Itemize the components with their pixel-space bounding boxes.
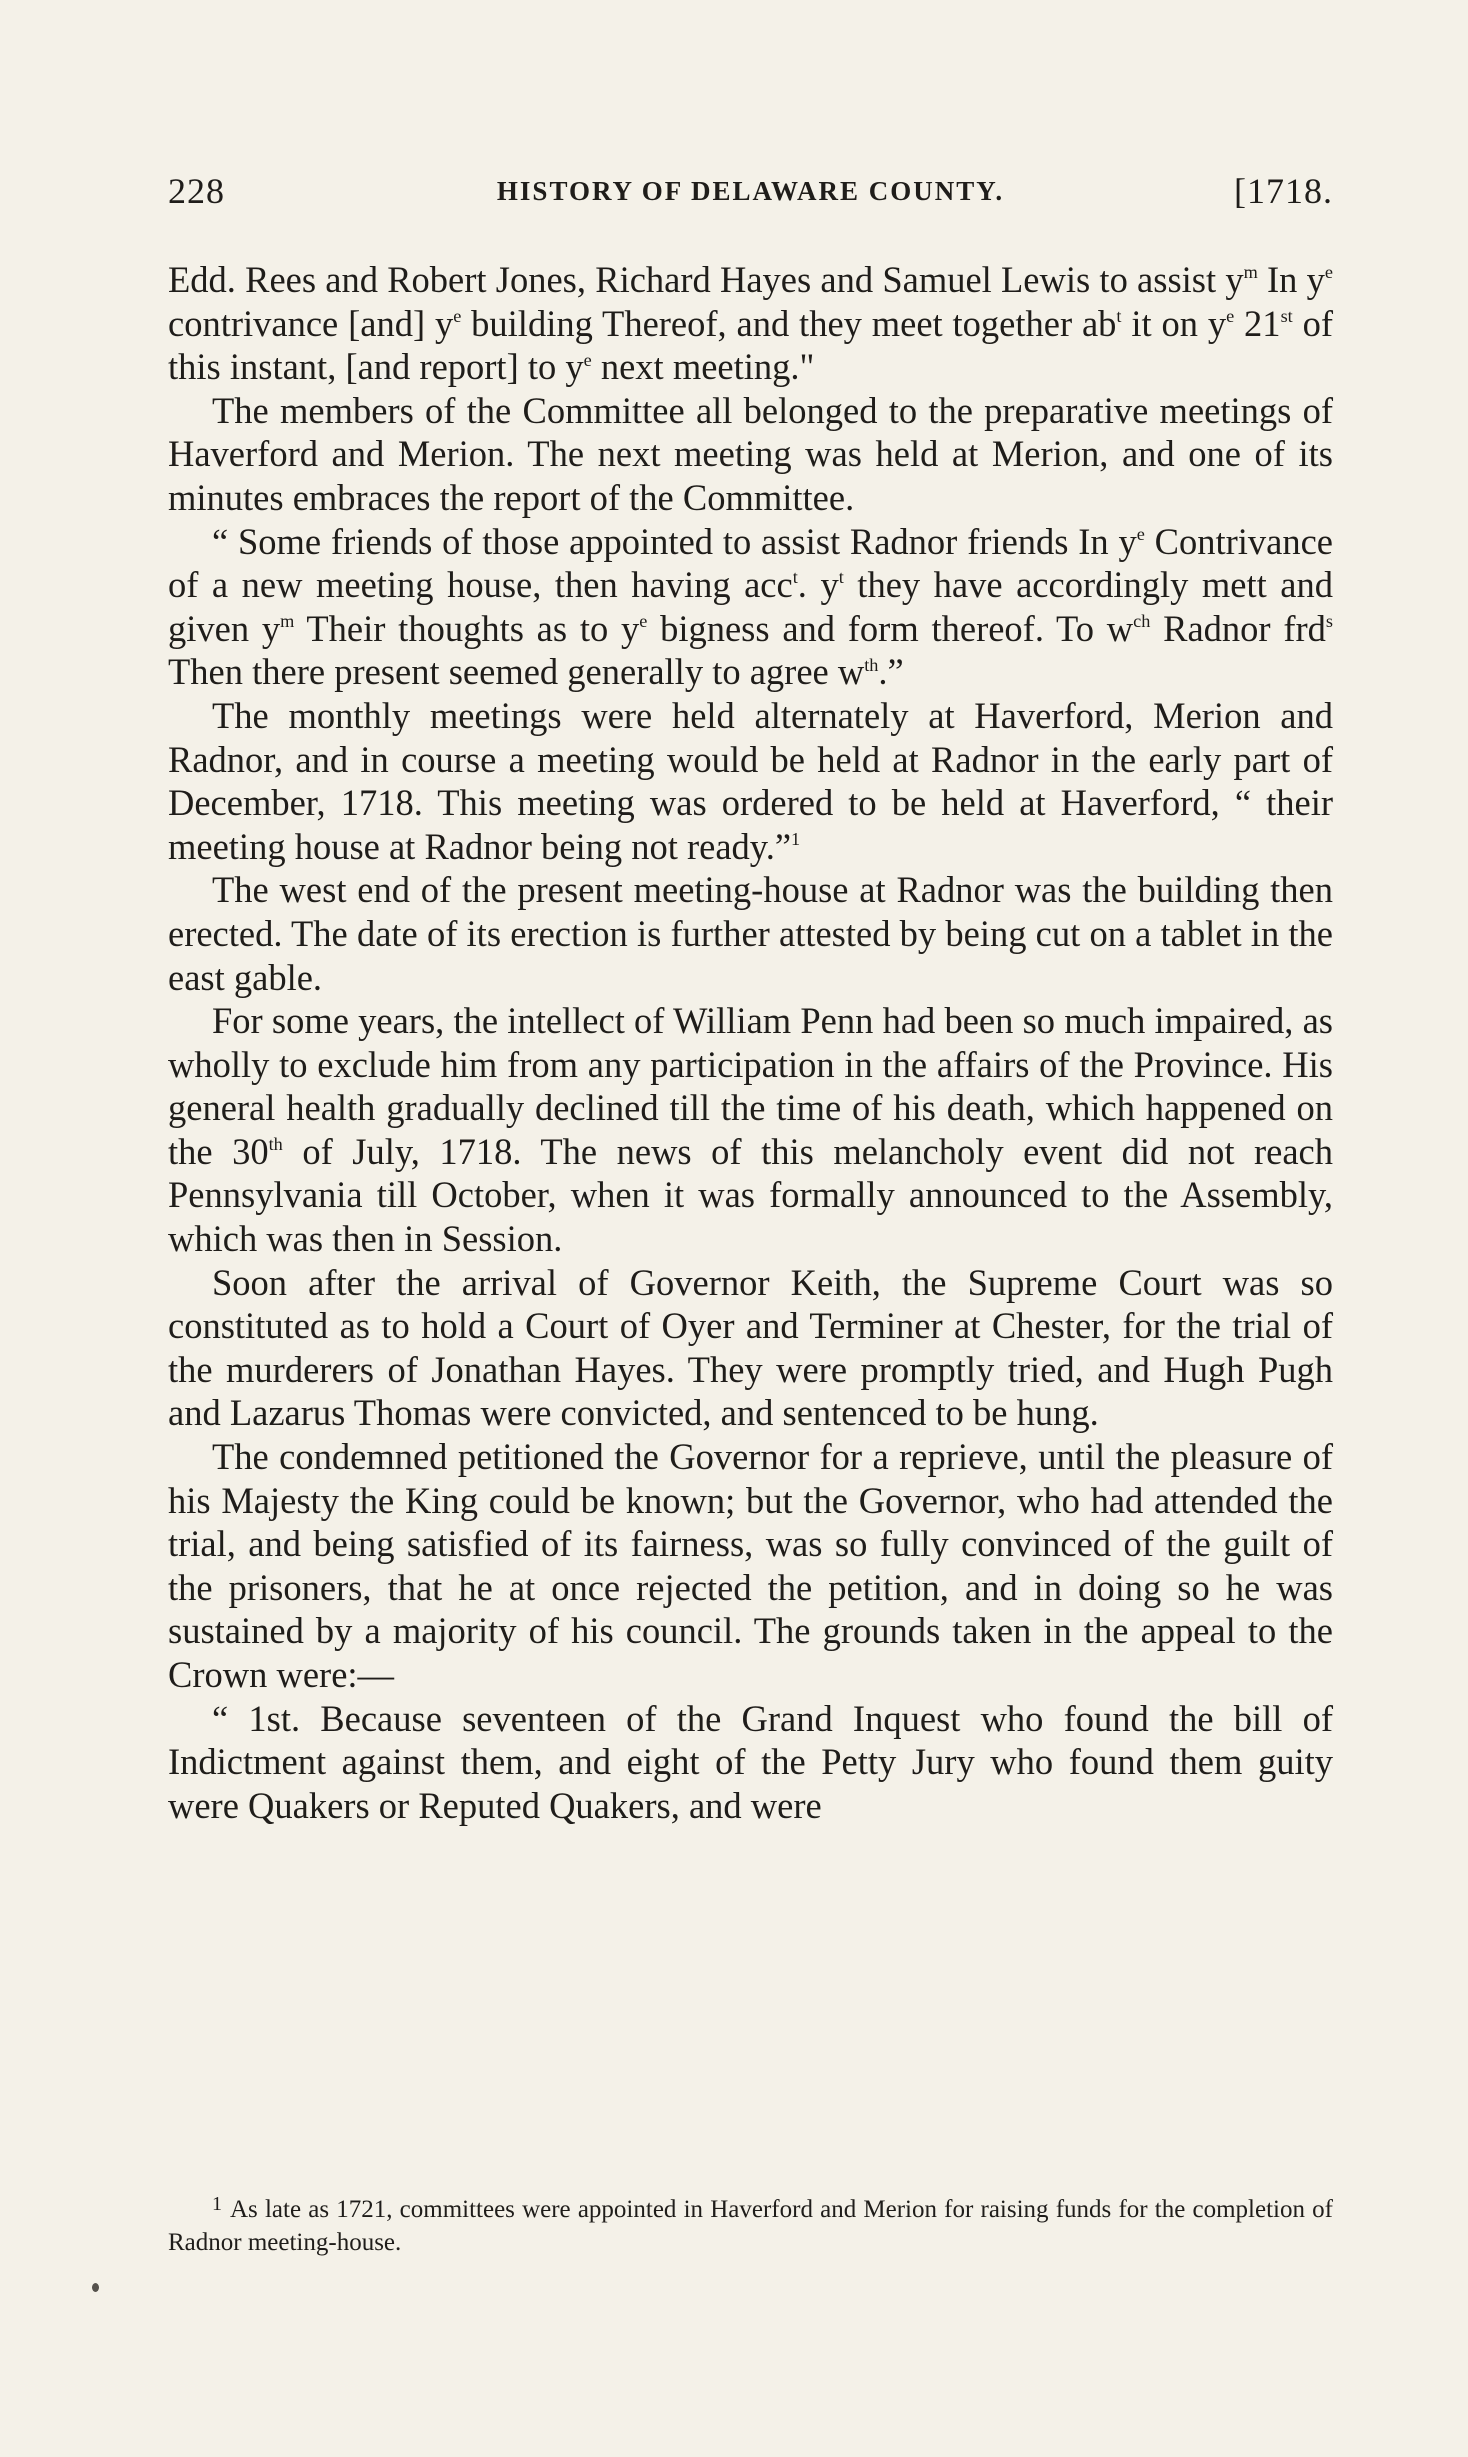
paragraph-1: Edd. Rees and Robert Jones, Richard Hayes and Samuel Lewis to assist $y^m$ In $y^e$ contrivance [and] $y^e$ building Thereof, and they meet together $ab^t$ it on $y^e$ 21st of this instant, [and report] to $y^e$ next meeting." bbox=[168, 259, 1334, 388]
paragraph-8: The condemned petitioned the Governor for a reprieve, until the pleasure of his Majesty the King could be known; but the Governor, who had attended the trial, and being satisfied of its fairness, was so fully convinced of the guilt of the prisoners, that he at once rejected the petition, and in doing so he was sustained by a majority of his council. The grounds taken in the appeal to the Crown were:— bbox=[168, 1436, 1333, 1695]
footnote bbox=[168, 2194, 1333, 2258]
paragraph-2: The members of the Committee all belonged to the preparative meetings of Haverford and Merion. The next meeting was held at Merion, and one of its minutes embraces the report of the Committee. bbox=[168, 389, 1333, 518]
header-year: [1718. bbox=[1234, 171, 1333, 211]
paragraph-6: For some years, the intellect of William Penn had been so much impaired, as wholly to exclude him from any participation in the affairs of the Province. His general health gradually declined till the time of his death, which happened on the 30th of July, 1718. The news of this melancholy event did not reach Pennsylvania till October, when it was formally announced to the Assembly, which was then in Session. bbox=[168, 1000, 1333, 1260]
footnote-reference: 1 bbox=[791, 829, 801, 850]
paragraph-7: Soon after the arrival of Governor Keith, the Supreme Court was so constituted as to hold a Court of Oyer and Terminer at Chester, for the trial of the murderers of Jonathan Hayes. They were promptly tried, and Hugh Pugh and Lazarus Thomas were convicted, and sentenced to be hung. bbox=[168, 1261, 1333, 1434]
running-title: HISTORY OF DELAWARE COUNTY. bbox=[496, 176, 1005, 206]
paragraph-9: “ 1st. Because seventeen of the Grand Inquest who found the bill of Indictment against them, and eight of the Petty Jury who found them guity were Quakers or Reputed Quakers, and were bbox=[168, 1697, 1333, 1826]
paragraph-4: The monthly meetings were held alternately at Haverford, Merion and Radnor, and in course a meeting would be held at Radnor in the early part of December, 1718. This meeting was ordered to be held at Haverford, “ their meeting house at Radnor being not ready.”$^1$ bbox=[168, 694, 1333, 867]
page-header bbox=[168, 170, 1333, 220]
body-text bbox=[168, 258, 1333, 1827]
footnote-text: As late as 1721, committees were appointed in Haverford and Merion for raising funds for the completion of Radnor meeting-house. bbox=[168, 2196, 1333, 2256]
ink-speck bbox=[92, 2283, 99, 2292]
footnote-marker: 1 bbox=[212, 2193, 222, 2215]
paragraph-3: “ Some friends of those appointed to assist Radnor friends In $y^e$ Contrivance of a new meeting house, then having acc$^t$. $y^t$ they have accordingly mett and given $y^m$ Their thoughts as to $y^e$ bigness and form thereof. To $w^{ch}$ Radnor frd$^s$ Then there present seemed generally to agree $w^{th}$.” bbox=[168, 520, 1334, 693]
page-number: 228 bbox=[168, 171, 225, 211]
paragraph-5: The west end of the present meeting-house at Radnor was the building then erected. The date of its erection is further attested by being cut on a tablet in the east gable. bbox=[168, 869, 1333, 998]
